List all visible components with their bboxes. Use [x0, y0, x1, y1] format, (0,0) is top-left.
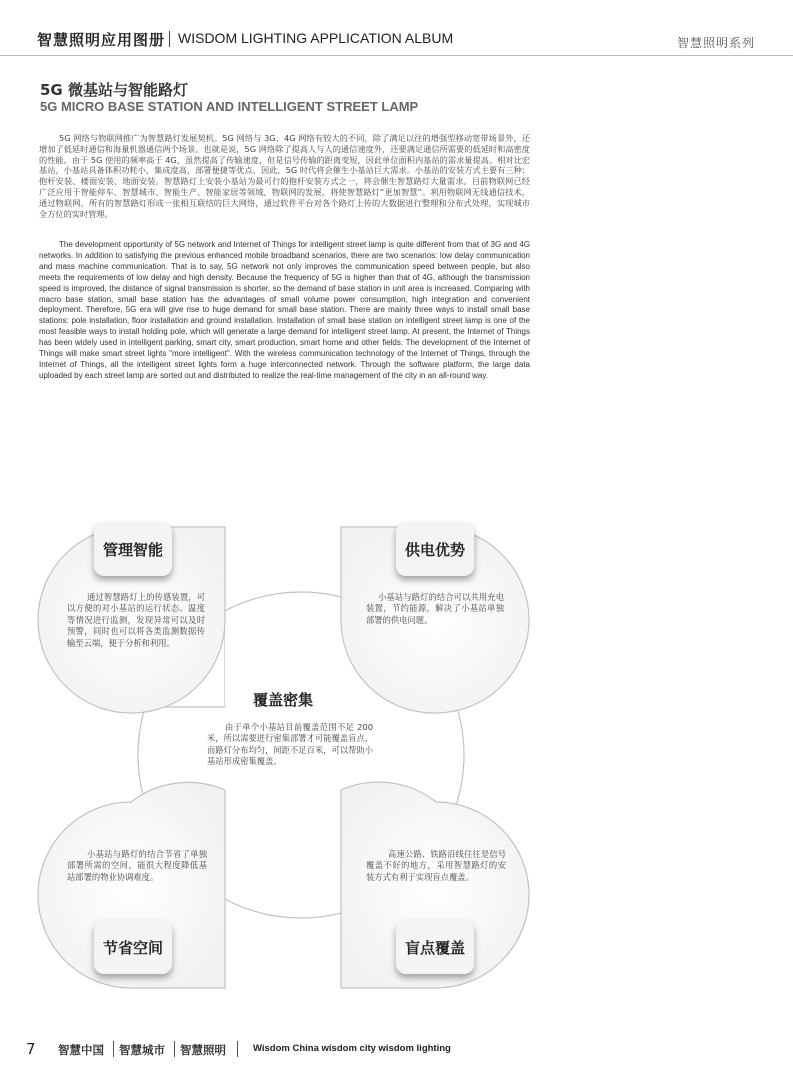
header-divider — [169, 31, 170, 47]
body-paragraph-en: The development opportunity of 5G network and Internet of Things for intelligent street lamp is quite different from that of 3G and 4G networks. In addition to satisfying the previous enhanced mobile broadband scenarios, there are two scenarios: low delay communication and mass machine communication. That is to say, 5G network not only improves the communication speed between people, but also meets the requirements of low delay and high density. Because the frequency of 5G is higher than that of 4G, although the transmission speed is improved, the distance of signal transmission is shorter, so the demand of base station in unit area is increased. Comparing with macro base station, small base station has the advantages of small volume power consumption, high integration and convenient deployment. Therefore, 5G era will give rise to huge demand for small base station. There are mainly three ways to install small base stations: pole installation, floor installation and ground installation. Installation of small base station on intelligent street lamp is one of the most feasible ways to install holding pole, which will generate a large demand for intelligent street lamp. At present, the Internet of Things has been widely used in intelligent parking, smart city, smart production, smart home and other fields. The development of the Internet of Things will make smart street lights "more intelligent". With the wireless communication technology of the Internet of Things, through the Internet of Things, all the intelligent street lights form a huge interconnected network. Through the software platform, the large data uploaded by each street lamp are sorted out and distributed to realize the real-time management of the city in an all-round way. — [39, 240, 530, 380]
text-blind-spot: 高速公路、铁路沿线往往是信号覆盖不好的地方，采用智慧路灯的安装方式有利于实现盲点覆盖。 — [366, 849, 506, 882]
label-blind-spot: 盲点覆盖 — [396, 920, 474, 974]
footer-tagline: Wisdom China wisdom city wisdom lighting — [253, 1043, 451, 1054]
section-title-en: 5G MICRO BASE STATION AND INTELLIGENT STREET LAMP — [40, 99, 419, 114]
header-rule — [0, 55, 793, 56]
album-title-cn: 智慧照明应用图册 — [37, 31, 166, 49]
label-space-saving: 节省空间 — [94, 920, 172, 974]
page-header — [0, 0, 793, 56]
text-space-saving: 小基站与路灯的结合节省了单独部署所需的空间，能很大程度降低基站部署的物业协调难度。 — [67, 849, 207, 882]
footer-item-wisdom-china: 智慧中国 — [58, 1043, 104, 1057]
label-power-supply: 供电优势 — [396, 522, 474, 576]
footer-item-wisdom-lighting: 智慧照明 — [180, 1043, 226, 1057]
footer-item-wisdom-city: 智慧城市 — [119, 1043, 165, 1057]
album-title-en: WISDOM LIGHTING APPLICATION ALBUM — [178, 30, 454, 46]
footer-divider — [113, 1041, 114, 1057]
footer-divider — [237, 1041, 238, 1057]
text-power-supply: 小基站与路灯的结合可以共用充电装置，节约能源，解决了小基站单独部署的供电问题。 — [366, 592, 504, 625]
series-label: 智慧照明系列 — [676, 36, 755, 50]
feature-diagram — [0, 500, 793, 1020]
page-number: 7 — [26, 1040, 36, 1058]
text-management: 通过智慧路灯上的传感装置，可以方便的对小基站的运行状态、温度等情况进行监测，发现异常可以及时预警，同时也可以将各类监测数据传输至云端，便于分析和利用。 — [67, 592, 205, 648]
section-title-cn: 5G 微基站与智能路灯 — [40, 81, 188, 99]
body-paragraph-cn: 5G 网络与物联网推广为智慧路灯发展契机。5G 网络与 3G、4G 网络有较大的不同，除了满足以往的增强型移动宽带场景外，还增加了低延时通信和海量机器通信两个场景。也就是说，5G 网络除了提高人与人的通信速度外，还要满足通信所需要的低延时和高密度的性能。由于 5G 使用的频率高于 4G，虽然提高了传输速度，但是信号传输的距离变短，因此单位面积内基站的需求量提高。相对比宏基站，小基站具备体积功耗小，集成度高，部署便捷等优点，因此，5G 时代将会催生小基站巨大需求。小基站的安装方式主要有三种：抱杆安装、楼面安装、地面安装。智慧路灯上安装小基站为最可行的抱杆安装方式之一，将会催生智慧路灯大量需求。目前物联网已经广泛应用于智能停车、智慧城市、智能生产、智能家居等领域，物联网的发展，将使智慧路灯“更加智慧”。利用物联网无线通信技术，通过物联网，所有的智慧路灯形成一张相互联结的巨大网络，通过软件平台对各个路灯上传的大数据进行整理和分布式处理，实现城市全方位的实时管理。 — [39, 133, 530, 219]
footer-divider — [174, 1041, 175, 1057]
label-management: 管理智能 — [94, 522, 172, 576]
page-footer — [0, 1030, 793, 1070]
label-dense-coverage: 覆盖密集 — [253, 691, 314, 709]
text-dense-coverage: 由于单个小基站目前覆盖范围不足 200 米，所以需要进行密集部署才可能覆盖盲点，而路灯分布均匀，间距不足百米，可以帮助小基站形成密集覆盖。 — [207, 722, 373, 767]
